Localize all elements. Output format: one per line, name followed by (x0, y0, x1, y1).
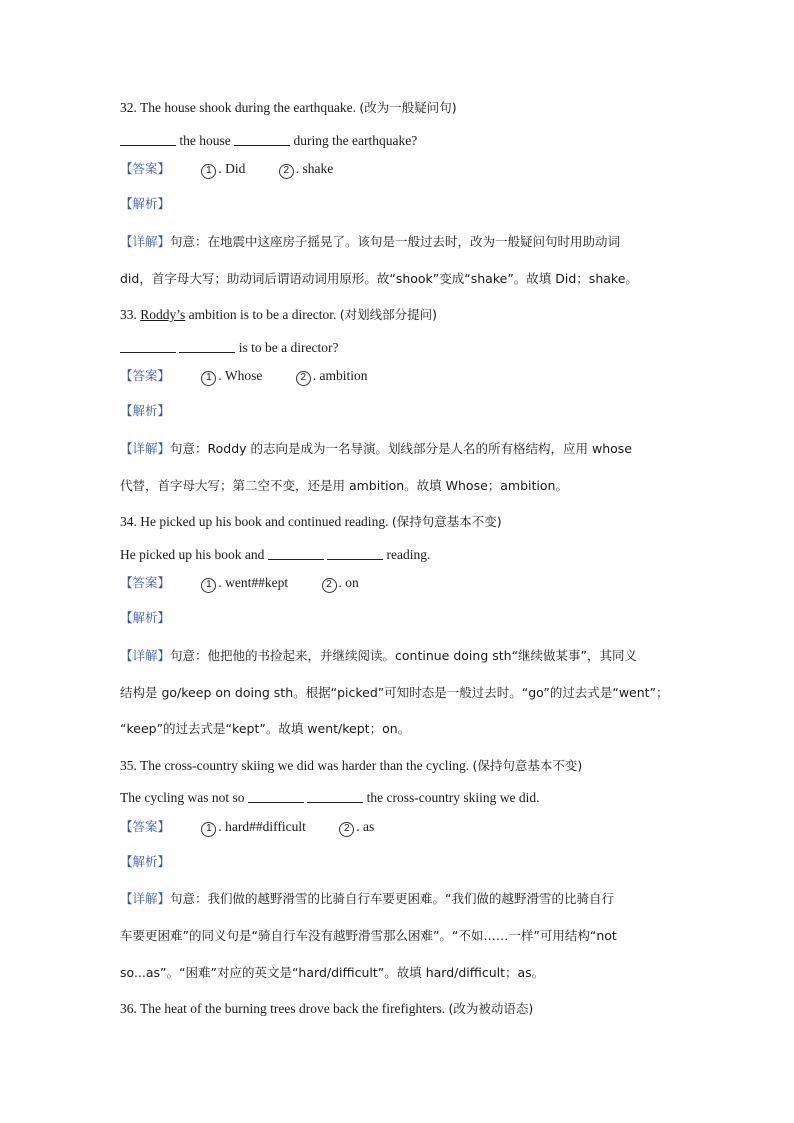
circled-number: 2 (279, 164, 294, 179)
blank-1 (120, 133, 176, 146)
blank-2 (307, 790, 363, 803)
blank-1 (248, 790, 304, 803)
q33-detail-2: 代替，首字母大写；第二空不变，还是用 ambition。故填 Whose；ambition。 (120, 478, 568, 493)
q32-detail-2: did，首字母大写；助动词后谓语动词用原形。故“shook”变成“shake”。故填 Did；shake。 (120, 271, 638, 286)
q35-analysis-label: 【解析】 (120, 854, 171, 869)
q35-detail-2: 车要更困难”的同义句是“骑自行车没有越野滑雪那么困难”。“不如……一样”可用结构“not (120, 928, 617, 943)
q34-analysis-label: 【解析】 (120, 610, 171, 625)
q35-fill: The cycling was not so the cross-country skiing we did. (120, 790, 540, 805)
q34-detail-3: “keep”的过去式是“kept”。故填 went/kept；on。 (120, 721, 411, 736)
circled-number: 1 (201, 164, 216, 179)
circled-number: 1 (201, 822, 216, 837)
q33-analysis-label: 【解析】 (120, 403, 171, 418)
answer-label: 【答案】 (120, 161, 171, 176)
blank-2 (234, 133, 290, 146)
circled-number: 1 (201, 578, 216, 593)
q33-fill: is to be a director? (120, 339, 680, 357)
circled-number: 2 (322, 578, 337, 593)
circled-number: 2 (339, 822, 354, 837)
blank-1 (120, 340, 176, 353)
q34-fill: He picked up his book and reading. (120, 547, 431, 562)
blank-1 (268, 547, 324, 560)
q35-detail-3: so...as”。“困难”对应的英文是“hard/difficult”。故填 hard/difficult；as。 (120, 965, 545, 980)
q32-analysis-label: 【解析】 (120, 196, 171, 211)
q33-detail-1: 【详解】句意：Roddy 的志向是成为一名导演。划线部分是人名的所有格结构，应用 whose (120, 441, 632, 456)
circled-number: 1 (201, 371, 216, 386)
q36-stem: 36. The heat of the burning trees drove back the firefighters. (改为被动语态) (120, 1001, 534, 1016)
q32-stem: 32. The house shook during the earthquake. (改为一般疑问句) (120, 100, 457, 115)
q34-stem: 34. He picked up his book and continued reading. (保持句意基本不变) (120, 514, 502, 529)
q35-stem: 35. The cross-country skiing we did was harder than the cycling. (保持句意基本不变) (120, 758, 583, 773)
blank-2 (327, 547, 383, 560)
q34-answer: 【答案】 1 . went##kept 2 . on (120, 574, 680, 593)
q32-detail-1: 【详解】句意：在地震中这座房子摇晃了。该句是一般过去时，改为一般疑问句时用助动词 (120, 234, 621, 249)
underlined-word: Roddy’s (140, 307, 186, 322)
q33-answer: 【答案】 1 . Whose 2 . ambition (120, 367, 680, 386)
q35-detail-1: 【详解】句意：我们做的越野滑雪的比骑自行车要更困难。“我们做的越野滑雪的比骑自行 (120, 891, 614, 906)
circled-number: 2 (296, 371, 311, 386)
q32-fill: the house during the earthquake? (120, 132, 680, 150)
q32-answer: 【答案】 1 . Did 2 . shake (120, 160, 680, 179)
q34-detail-2: 结构是 go/keep on doing sth。根据“picked”可知时态是一般过去时。“go”的过去式是“went”； (120, 685, 669, 700)
q34-detail-1: 【详解】句意：他把他的书捡起来，并继续阅读。continue doing sth“继续做某事”，其同义 (120, 648, 638, 663)
q35-answer: 【答案】 1 . hard##difficult 2 . as (120, 818, 680, 837)
q33-stem: 33. Roddy’s ambition is to be a director. (对划线部分提问) (120, 307, 437, 322)
blank-2 (179, 340, 235, 353)
